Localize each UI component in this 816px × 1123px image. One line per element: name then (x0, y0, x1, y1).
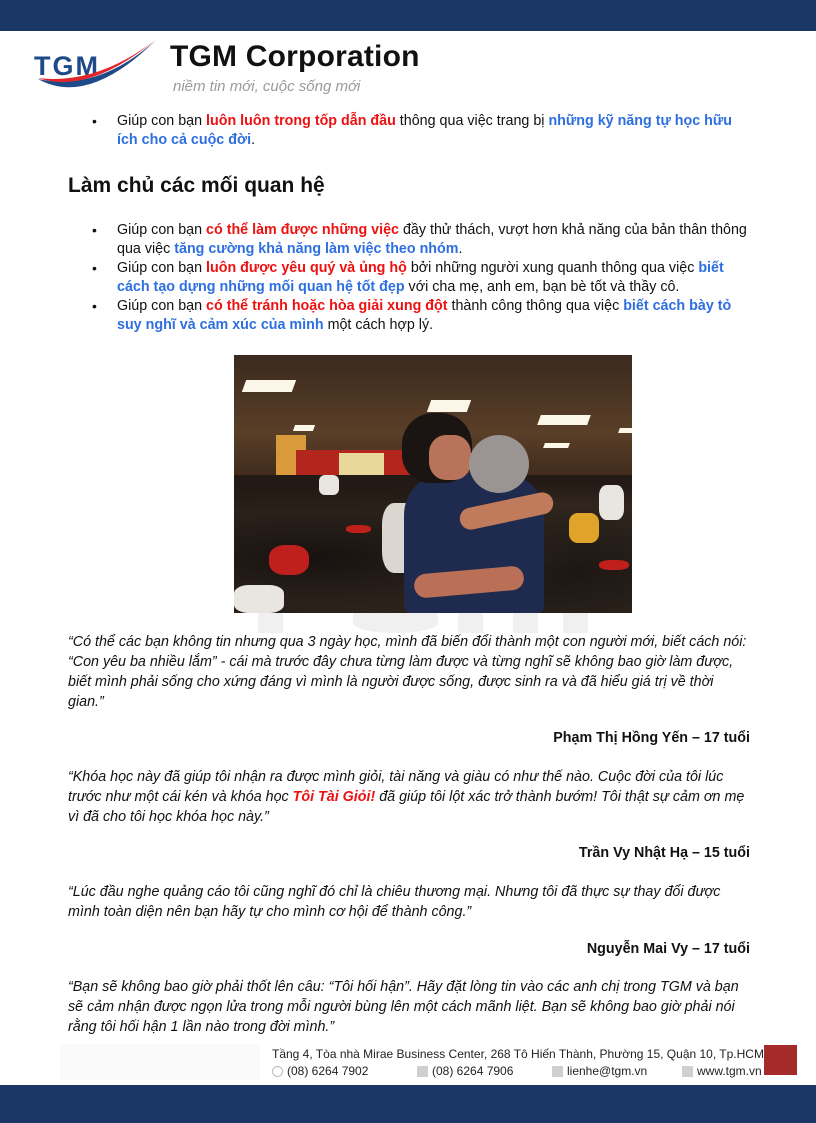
footer-accent-block (764, 1045, 797, 1075)
email-icon (552, 1066, 563, 1077)
footer-fax: (08) 6264 7906 (417, 1063, 552, 1080)
fax-icon (417, 1066, 428, 1077)
page-header (0, 31, 816, 106)
brand-name: Tôi Tài Giỏi! (292, 789, 376, 805)
intro-bullets (68, 112, 752, 150)
footer-address: Tầng 4, Tòa nhà Mirae Business Center, 268 Tô Hiến Thành, Phường 15, Quận 10, Tp.HCM (272, 1047, 764, 1061)
tgm-logo (28, 37, 158, 99)
testimonial-quote: “Khóa học này đã giúp tôi nhận ra được mình giỏi, tài năng và giàu có như thế nào. Cuộc đời của tôi lúc trước như một cái kén và khóa học Tôi Tài Giỏi! đã giúp tôi lột xác trở thành bướm! Tôi thật sự cảm ơn mẹ vì đã cho tôi học khóa học này.” (68, 769, 745, 825)
testimonial-author: Phạm Thị Hồng Yến – 17 tuổi (553, 730, 750, 746)
footer-phone: (08) 6264 7902 (272, 1063, 417, 1080)
phone-icon (272, 1066, 283, 1077)
bullet-item: • Giúp con bạn có thể làm được những việc đầy thử thách, vượt hơn khả năng của bản thân thông qua việc tăng cường khả năng làm việc theo nhóm. (117, 221, 752, 259)
testimonial-author: Nguyễn Mai Vy – 17 tuổi (586, 941, 750, 957)
footer-contact (272, 1046, 764, 1080)
footer-email[interactable]: lienhe@tgm.vn (552, 1063, 682, 1080)
svg-text:TGM: TGM (34, 51, 100, 81)
company-slogan: niềm tin mới, cuộc sống mới (173, 78, 361, 95)
testimonial-quote: “Lúc đầu nghe quảng cáo tôi cũng nghĩ đó chỉ là chiêu thương mại. Nhưng tôi đã thực sự thay đổi được mình toàn diện nên bạn hãy tự cho mình cơ hội để thành công.” (68, 884, 721, 920)
bullet-item: • Giúp con bạn luôn được yêu quý và ủng hộ bởi những người xung quanh thông qua việc biết cách tạo dựng những mối quan hệ tốt đẹp với cha mẹ, anh em, bạn bè tốt và thầy cô. (117, 259, 752, 297)
relationship-bullets (68, 221, 752, 335)
testimonial-quote: “Bạn sẽ không bao giờ phải thốt lên câu: “Tôi hối hận”. Hãy đặt lòng tin vào các anh chị trong TGM và bạn sẽ cảm nhận được ngọn lửa trong mỗi người bùng lên một cách mãnh liệt. Bạn sẽ không bao giờ phải nói rằng tôi hối hận 1 lần nào trong đời mình.” (68, 979, 739, 1035)
hug-photo (234, 355, 632, 613)
footer-band (0, 1085, 816, 1123)
section-title: Làm chủ các mối quan hệ (68, 174, 325, 197)
web-icon (682, 1066, 693, 1077)
footer-website[interactable]: www.tgm.vn (682, 1063, 762, 1080)
testimonial-author: Trần Vy Nhật Hạ – 15 tuổi (578, 845, 750, 861)
header-band (0, 0, 816, 31)
logo-swoosh-icon (28, 37, 158, 99)
bullet-item: • Giúp con bạn luôn luôn trong tốp dẫn đầu thông qua việc trang bị những kỹ năng tự học hữu ích cho cả cuộc đời. (117, 112, 752, 150)
bullet-item: • Giúp con bạn có thể tránh hoặc hòa giải xung đột thành công thông qua việc biết cách bày tỏ suy nghĩ và cảm xúc của mình một cách hợp lý. (117, 297, 752, 335)
testimonial-quote: “Có thể các bạn không tin nhưng qua 3 ngày học, mình đã biến đổi thành một con người mới, biết cách nói: “Con yêu ba nhiều lắm” - cái mà trước đây chưa từng làm được và từng nghĩ sẽ không bao giờ làm được, biết mình phải sống cho xứng đáng vì mình là người được sống, được sinh ra và đã hiểu giá trị về thời gian.” (68, 634, 747, 710)
company-name: TGM Corporation (170, 40, 420, 73)
footer-pattern (60, 1044, 260, 1080)
